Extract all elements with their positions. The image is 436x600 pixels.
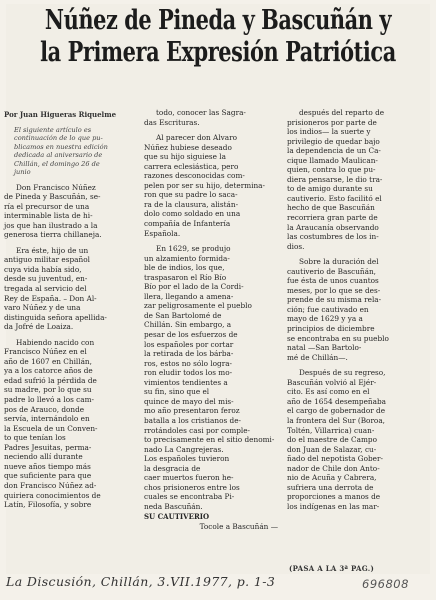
column-3-line: prende de su misma rela- — [287, 295, 382, 305]
column-3-line: fue ésta de unos cuantos — [287, 276, 379, 286]
column-3-line: quien, contra lo que pu- — [287, 165, 376, 175]
column-2-line: rrotándoles casi por comple- — [144, 425, 251, 435]
column-3-line: hecho de que Bascuñán — [287, 203, 375, 213]
column-3-line: ción; fue cautivado en — [287, 304, 369, 314]
column-2-line: dolo como soldado en una — [144, 209, 241, 219]
column-2-line: los españoles por cortar — [144, 339, 234, 349]
column-2-line: to precisamente en el sitio denomi- — [144, 435, 275, 445]
column-3-line: nador de Chile don Anto- — [287, 463, 380, 473]
column-1-line: Era éste, hijo de un — [16, 245, 89, 255]
column-1-line: que suficiente para que — [4, 471, 92, 481]
catalog-number: 696808 — [362, 577, 409, 591]
column-3-line: la Araucanía observando — [287, 222, 379, 232]
column-3-line: año de 1654 desempeñaba — [287, 396, 386, 406]
column-2-line: neda Bascuñán. — [144, 501, 203, 511]
continued-notice: (PASA A LA 3ª PAG.) — [289, 564, 375, 573]
editor-note-line: El siguiente artículo es — [14, 125, 92, 134]
column-3-line: Sobre la duración del — [299, 257, 379, 267]
headline-line-2: la Primera Expresión Patriótica — [40, 37, 396, 68]
column-2-line: En 1629, se produjo — [156, 244, 231, 254]
editor-note-line: junio — [14, 168, 31, 177]
column-1-line: Francisco Núñez en el — [4, 347, 87, 357]
section-subhead: SU CAUTIVERIO — [144, 512, 210, 522]
column-1-line: generosa tierra chillaneja. — [4, 230, 102, 240]
column-1-line: su madre, por lo que su — [4, 385, 92, 395]
column-2-tail: Tocole a Bascuñán — — [199, 521, 278, 531]
column-1-text — [4, 183, 134, 510]
article-column-3 — [287, 108, 422, 511]
editor-note-line: continuación de lo que pu- — [14, 134, 103, 143]
article-column-2 — [144, 108, 278, 532]
column-3-line: después del reparto de — [299, 108, 385, 117]
column-2-line: Al parecer don Alvaro — [156, 133, 238, 143]
column-1-line: ya a los catorce años de — [4, 366, 93, 376]
column-1-line: da Jofré de Loaiza. — [4, 322, 74, 332]
column-2-line: ron que su padre lo saca- — [144, 190, 238, 200]
column-1-line: edad sufrió la pérdida de — [4, 375, 97, 385]
column-2-line: nado La Cangrejeras. — [144, 444, 224, 454]
column-3-line: proporciones a manos de — [287, 492, 381, 502]
column-1-line: Padres Jesuitas, perma- — [4, 442, 92, 452]
column-3-line: Toltén, Villarrica) cuan- — [287, 425, 375, 435]
column-3-line: sufriera una derrota de — [287, 482, 374, 492]
column-2-line: ble de indios, los que, — [144, 263, 225, 273]
column-1-line: de Pineda y Bascuñán, se- — [4, 192, 101, 202]
column-2-line: ron eludir todos los mo- — [144, 368, 233, 378]
column-2-line: que su hijo siguiese la — [144, 152, 226, 162]
column-2-line: ra de la clausura, alistán- — [144, 199, 239, 209]
column-2-line: Los españoles tuvieron — [144, 454, 230, 464]
column-2-line: llera, llegando a amena- — [144, 291, 234, 301]
column-1-line: cuya vida había sido, — [4, 264, 82, 274]
handwritten-source-note: La Discusión, Chillán, 3.VII.1977, p. 1-3 — [6, 574, 276, 589]
column-3-line: to de amigo durante su — [287, 184, 373, 194]
editor-note — [14, 126, 134, 177]
editor-note-line: Chillán, el domingo 26 de — [14, 159, 100, 168]
column-2-line: Núñez hubiese deseado — [144, 142, 232, 152]
column-3-line: cito. Es así como en el — [287, 387, 370, 397]
column-3-line: cique llamado Maulican- — [287, 155, 378, 165]
column-3-line: nio de Acuña y Cabrera, — [287, 473, 377, 483]
column-3-line: Bascuñán volvió al Ejér- — [287, 377, 377, 387]
column-3-line: principios de diciembre — [287, 324, 375, 334]
column-3-line: recorriera gran parte de — [287, 213, 378, 223]
column-1-line: neciendo allí durante — [4, 452, 83, 462]
column-2-line: caer muertos fueron he- — [144, 473, 234, 483]
column-2-line: zar peligrosamente el pueblo — [144, 301, 252, 311]
column-1-line: jos que han ilustrado a la — [4, 220, 98, 230]
column-2-line: das Escrituras. — [144, 117, 200, 127]
column-1-line: Rey de España. – Don Al- — [4, 293, 97, 303]
column-2-line: de San Bartolomé de — [144, 310, 222, 320]
column-3-line: don Juan de Salazar, cu- — [287, 444, 377, 454]
column-3-line: mé de Chillán—. — [287, 352, 348, 362]
column-2-line: pelen por ser su hijo, determina- — [144, 180, 265, 190]
column-1-line: servía, internándolo en — [4, 414, 90, 424]
column-3-line: el cargo de gobernador de — [287, 406, 386, 416]
column-3-line: Después de su regreso, — [299, 368, 386, 378]
column-3-line: do el maestre de Campo — [287, 435, 377, 445]
column-1-line: antiguo militar español — [4, 255, 90, 265]
column-3-line: los indios— la suerte y — [287, 127, 371, 137]
column-2-line: un alzamiento formida- — [144, 253, 230, 263]
column-1-line: to que tenían los — [4, 433, 66, 443]
editor-note-line: blicamos en nuestra edición — [14, 142, 108, 151]
column-3-line: diera pensarse, le dio tra- — [287, 174, 383, 184]
column-2-line: mo año presentaron feroz — [144, 406, 240, 416]
column-3-line: ñado del nepotista Gober- — [287, 454, 383, 464]
column-3-line: la dependencia de un Ca- — [287, 146, 381, 156]
column-2-line: traspasaron el Río Bío — [144, 272, 227, 282]
column-2-line: Chillán. Sin embargo, a — [144, 320, 232, 330]
column-1-line: nueve años tiempo más — [4, 461, 91, 471]
column-2-line: Bío por el lado de la Cordi- — [144, 282, 244, 292]
editor-note-line: dedicada al aniversario de — [14, 151, 103, 160]
column-1-line: año de 1607 en Chillán, — [4, 356, 92, 366]
column-3-line: cautiverio de Bascuñán, — [287, 266, 376, 276]
column-3-line: se encontraba en su pueblo — [287, 333, 389, 343]
column-1-line: tregada al servicio del — [4, 284, 87, 294]
column-1-line: pos de Arauco, donde — [4, 404, 85, 414]
column-3-line: los indígenas en las mar- — [287, 501, 380, 511]
column-2-text — [144, 108, 278, 511]
column-1-line: distinguida señora apellida- — [4, 312, 107, 322]
column-2-line: batalla a los cristianos de- — [144, 415, 241, 425]
column-1-line: don Francisco Núñez ad- — [4, 480, 97, 490]
column-2-line: Española. — [144, 228, 181, 238]
column-1-line: Don Francisco Núñez — [16, 182, 96, 192]
headline-line-1: Núñez de Pineda y Bascuñán y — [44, 5, 392, 36]
column-2-line: razones desconocidas com- — [144, 171, 245, 181]
column-2-line: carrera eclesiástica, pero — [144, 161, 239, 171]
column-3-line: natal —San Bartolo- — [287, 343, 362, 353]
column-3-line: cautiverio. Esto facilitó el — [287, 193, 382, 203]
column-1-line: Habiendo nacido con — [16, 337, 95, 347]
column-2-line: cuales se encontraba Pi- — [144, 492, 235, 502]
article-column-1 — [4, 110, 134, 510]
column-2-line: su fin, sino que el — [144, 387, 210, 397]
column-2-line: chos prisioneros entre los — [144, 482, 240, 492]
column-3-line: privilegio de quedar bajo — [287, 136, 380, 146]
column-2-line: ros, estos no sólo logra- — [144, 358, 233, 368]
column-2-line: la desgracia de — [144, 463, 201, 473]
column-2-line: vimientos tendientes a — [144, 377, 228, 387]
column-3-line: prisioneros por parte de — [287, 117, 377, 127]
column-1-line: padre lo llevó a los cam- — [4, 395, 94, 405]
column-2-line: quince de mayo del mis- — [144, 396, 234, 406]
byline: Por Juan Higueras Riquelme — [4, 110, 117, 119]
column-1-line: interminable lista de hi- — [4, 211, 93, 221]
column-3-text — [287, 108, 422, 511]
column-3-line: la frontera del Sur (Boroa, — [287, 415, 385, 425]
column-3-line: dios. — [287, 241, 305, 251]
column-2-line: pesar de los esfuerzos de — [144, 330, 238, 340]
column-1-line: quiriera conocimientos de — [4, 490, 101, 500]
column-1-line: la Escuela de un Conven- — [4, 423, 98, 433]
column-1-line: Latín, Filosofía, y sobre — [4, 500, 92, 510]
column-1-line: ría el precursor de una — [4, 201, 90, 211]
column-3-line: las costumbres de los in- — [287, 232, 379, 242]
column-1-line: varo Núñez y de una — [4, 303, 81, 313]
column-2-line: compañía de Infantería — [144, 219, 231, 229]
column-2-line: todo, conocer las Sagra- — [156, 108, 246, 117]
column-2-line: la retirada de los bárba- — [144, 349, 234, 359]
column-3-line: mayo de 1629 y ya a — [287, 314, 363, 324]
column-1-line: desde su juventud, en- — [4, 274, 88, 284]
column-3-line: meses, por lo que se des- — [287, 285, 381, 295]
